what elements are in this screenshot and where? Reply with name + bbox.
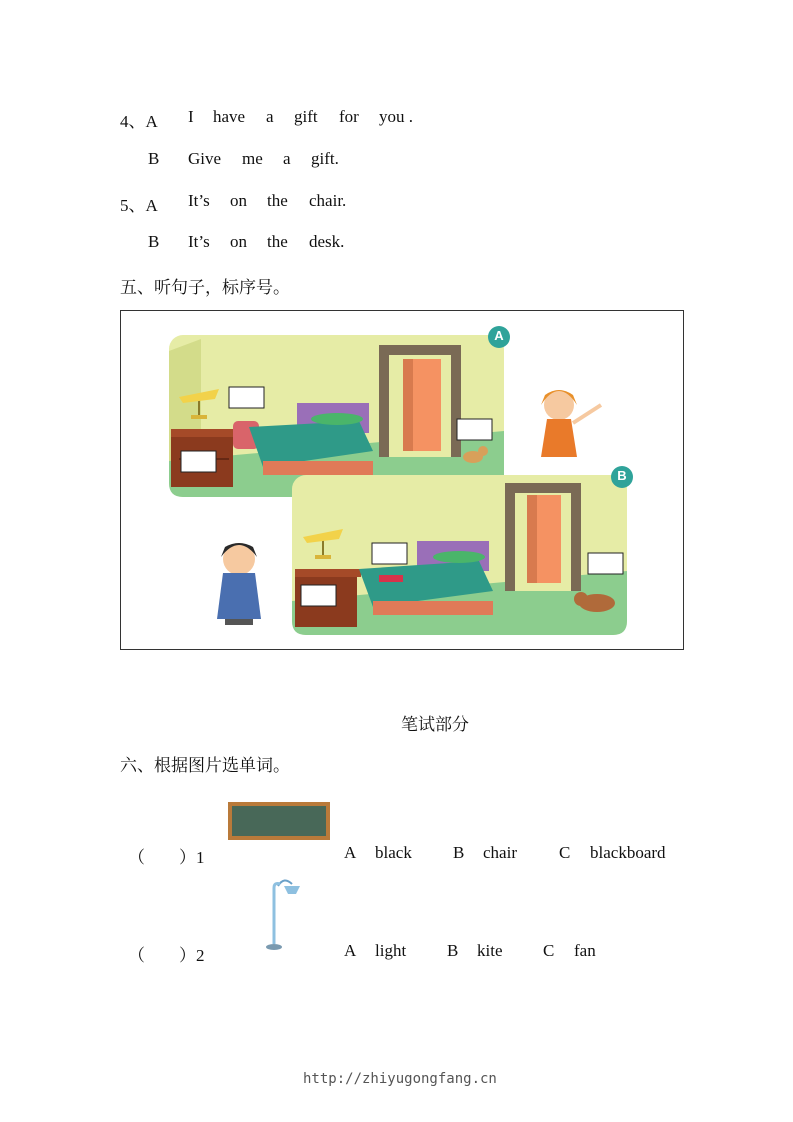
q4-b-word: a: [283, 149, 291, 168]
option-letter: B: [453, 843, 465, 862]
q5-a-word: It’s: [188, 191, 210, 210]
q4-a-word: have: [213, 107, 246, 126]
section-5-title: 五、听句子，标序号。: [120, 278, 290, 297]
q5-a-word: on: [230, 191, 247, 210]
written-section-title: 笔试部分: [401, 715, 469, 734]
q4-a-word: for: [339, 107, 359, 126]
q5-a-word: chair.: [309, 191, 347, 210]
scene-b-badge: B: [617, 468, 627, 483]
scene-a: [169, 326, 510, 497]
q5-b-number: B: [148, 232, 160, 251]
q4-a-word: I: [188, 107, 194, 126]
q5-b-word: the: [267, 232, 288, 251]
option-letter: C: [559, 843, 571, 862]
girl-character: [541, 390, 601, 457]
option-word: fan: [574, 941, 596, 960]
option-letter: A: [344, 941, 357, 960]
q4-b-word: gift.: [311, 149, 339, 168]
q5-a-number: 5、A: [120, 196, 158, 215]
listening-figure: [120, 310, 684, 650]
option-word: kite: [477, 941, 503, 960]
q5-a-word: the: [267, 191, 288, 210]
option-word: black: [375, 843, 412, 862]
option-letter: C: [543, 941, 555, 960]
answer-bracket-2[interactable]: （ ）2: [128, 946, 205, 965]
option-word: chair: [483, 843, 517, 862]
option-letter: B: [447, 941, 459, 960]
blackboard-picture: [228, 802, 330, 840]
q4-b-number: B: [148, 149, 160, 168]
option-letter: A: [344, 843, 357, 862]
q4-b-word: Give: [188, 149, 222, 168]
q5-b-word: It’s: [188, 232, 210, 251]
q4-a-word: you .: [379, 107, 413, 126]
option-word: blackboard: [590, 843, 666, 862]
boy-character: [217, 543, 261, 625]
option-word: light: [375, 941, 407, 960]
q4-b-word: me: [242, 149, 263, 168]
q5-b-word: desk.: [309, 232, 345, 251]
bedroom-scenes-illustration: [121, 311, 683, 649]
scene-b: [292, 466, 633, 635]
answer-bracket-1[interactable]: （ ）1: [128, 848, 205, 867]
scene-a-badge: A: [494, 328, 504, 343]
floor-lamp-picture: [262, 876, 302, 952]
footer-url: http://zhiyugongfang.cn: [303, 1071, 497, 1087]
q5-b-word: on: [230, 232, 247, 251]
q4-a-number: 4、A: [120, 112, 158, 131]
section-6-title: 六、根据图片选单词。: [120, 756, 290, 775]
q4-a-word: gift: [294, 107, 318, 126]
q4-a-word: a: [266, 107, 274, 126]
